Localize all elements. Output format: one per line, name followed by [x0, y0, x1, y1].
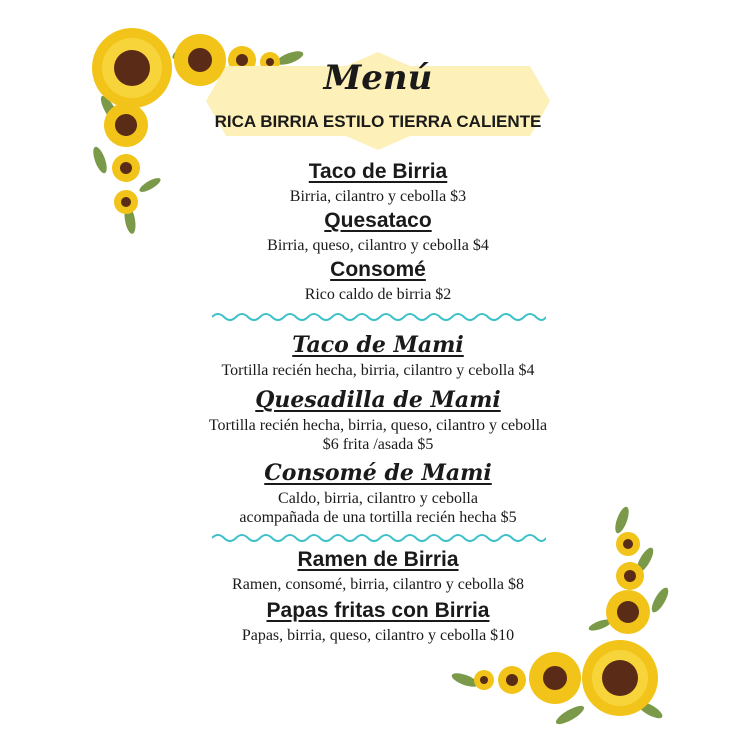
menu-item-title: Taco de Mami: [292, 332, 464, 358]
menu-item-title: Quesadilla de Mami: [255, 387, 501, 413]
menu-item-description: Papas, birria, queso, cilantro y cebolla $10: [241, 627, 515, 644]
menu-item-description: acompañada de una tortilla recién hecha $5: [239, 509, 517, 526]
menu-item-description: Caldo, birria, cilantro y cebolla: [278, 490, 478, 507]
menu-item-title: Consomé de Mami: [264, 460, 492, 486]
sunflower-icon: [104, 103, 148, 147]
menu-item-title: Consomé: [330, 258, 426, 281]
menu-item-title: Taco de Birria: [308, 160, 448, 183]
menu-item-description: $6 frita /asada $5: [322, 436, 434, 453]
sunflower-icon: [474, 670, 494, 690]
sunflower-icon: [498, 666, 526, 694]
page-subtitle: RICA BIRRIA ESTILO TIERRA CALIENTE: [214, 112, 542, 131]
wave-divider: [212, 310, 546, 324]
menu-item-description: Rico caldo de birria $2: [304, 286, 452, 303]
menu-item-description: Birria, cilantro y cebolla $3: [289, 188, 467, 205]
page-title: Menú: [323, 58, 433, 98]
sunflower-icon: [582, 640, 658, 716]
menu-item-title: Papas fritas con Birria: [266, 599, 490, 622]
menu-item-description: Ramen, consomé, birria, cilantro y cebolla $8: [232, 576, 524, 593]
menu-item-description: Birria, queso, cilantro y cebolla $4: [267, 237, 489, 254]
sunflower-icon: [92, 28, 172, 108]
menu-header-banner: [206, 52, 550, 150]
wave-divider: [212, 531, 546, 545]
sunflower-icon: [529, 652, 581, 704]
menu-item-title: Ramen de Birria: [297, 548, 459, 571]
menu-item-description: Tortilla recién hecha, birria, queso, cilantro y cebolla: [208, 417, 548, 434]
menu-item-title: Quesataco: [324, 209, 432, 232]
menu-item-description: Tortilla recién hecha, birria, cilantro y cebolla $4: [221, 362, 535, 379]
